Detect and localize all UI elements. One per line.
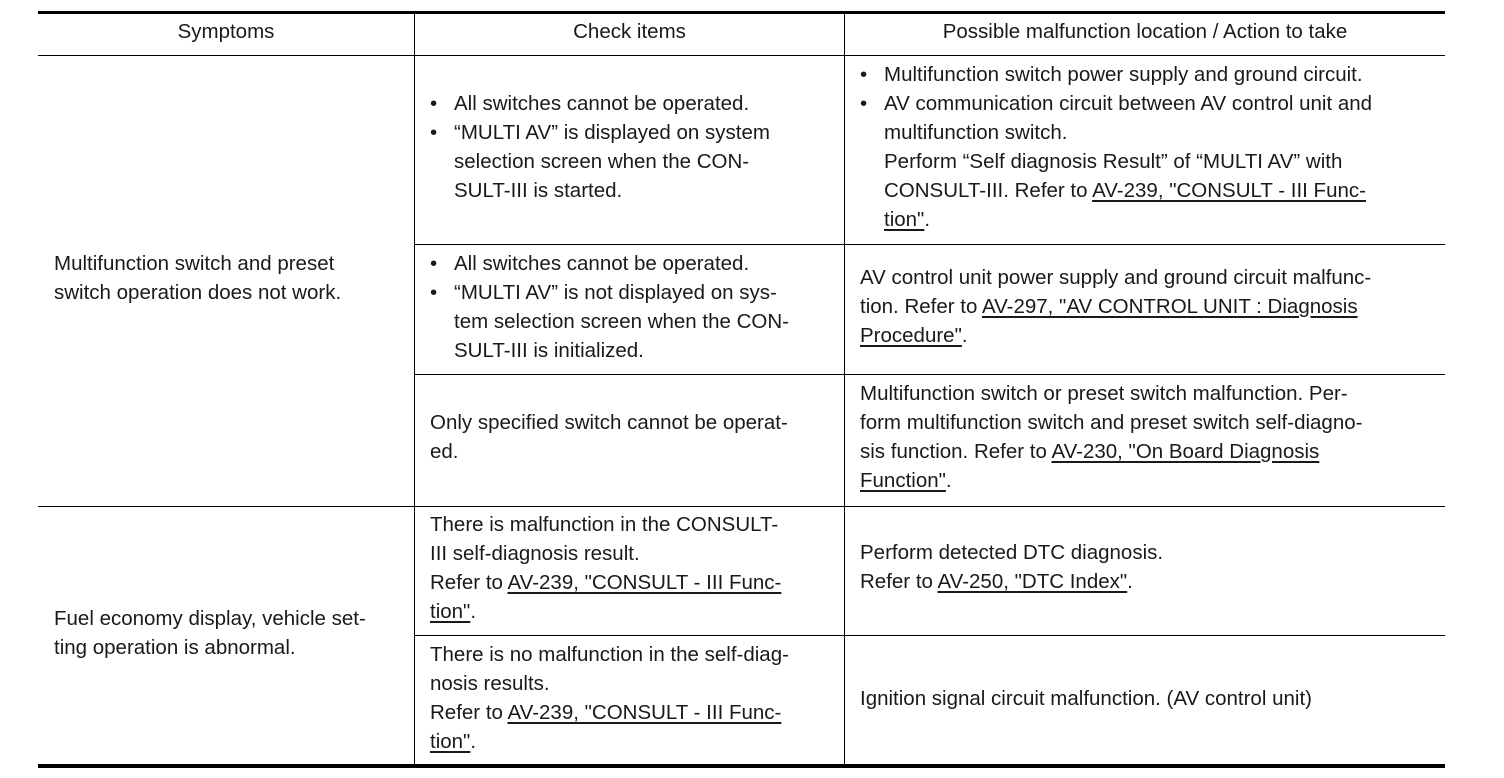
header-bottom-rule <box>38 55 1445 56</box>
text-line: Only specified switch cannot be operat- <box>430 411 788 434</box>
ref-prefix: Refer to <box>430 571 508 594</box>
column-divider <box>844 13 845 765</box>
text-line: “MULTI AV” is not displayed on sys- <box>454 281 777 304</box>
text-line: Perform detected DTC diagnosis. <box>860 541 1164 564</box>
symptom-line: Fuel economy display, vehicle set- <box>54 607 366 630</box>
text-line <box>860 292 1371 321</box>
text-line: selection screen when the CON- <box>454 150 750 173</box>
text-line: Multifunction switch power supply and ground circuit. <box>884 63 1363 86</box>
symptom-line: ting operation is abnormal. <box>54 636 296 659</box>
bullet-item <box>860 60 1372 89</box>
bullet-glyph: • <box>860 92 868 115</box>
symptom-cell <box>54 604 366 662</box>
ref-suffix: . <box>470 600 477 623</box>
bullet-item <box>430 89 770 118</box>
reference-link[interactable]: tion" <box>430 730 471 753</box>
text-line: form multifunction switch and preset switch self-diagno- <box>860 411 1363 434</box>
text-line: SULT-III is initialized. <box>454 339 644 362</box>
check-cell <box>430 249 789 365</box>
bullet-item <box>860 89 1372 147</box>
text-line <box>860 466 1362 495</box>
bullet-item <box>430 118 770 205</box>
ref-prefix: Refer to <box>430 701 508 724</box>
ref-prefix: tion. Refer to <box>860 295 982 318</box>
check-cell <box>430 408 788 466</box>
text-line: Multifunction switch or preset switch malfunction. Per- <box>860 382 1348 405</box>
header-action: Possible malfunction location / Action to take <box>942 20 1348 43</box>
reference-link[interactable]: AV-239, "CONSULT - III Func- <box>1092 179 1366 202</box>
bullet-item <box>430 249 789 278</box>
symptom-line: Multifunction switch and preset <box>54 252 335 275</box>
text-line <box>430 698 789 727</box>
column-divider <box>414 13 415 765</box>
check-cell <box>430 640 789 756</box>
ref-prefix: Refer to <box>860 570 938 593</box>
action-cell <box>860 538 1163 596</box>
reference-link[interactable]: Function" <box>860 469 946 492</box>
text-line: tem selection screen when the CON- <box>454 310 789 333</box>
row-divider <box>414 635 1445 636</box>
text-line: There is malfunction in the CONSULT- <box>430 513 779 536</box>
check-cell <box>430 89 770 205</box>
text-line: There is no malfunction in the self-diag- <box>430 643 789 666</box>
text-line: nosis results. <box>430 672 550 695</box>
bullet-glyph: • <box>430 121 438 144</box>
bullet-glyph: • <box>860 63 868 86</box>
text-line: AV control unit power supply and ground circuit malfunc- <box>860 266 1372 289</box>
table-bottom-rule <box>38 764 1445 768</box>
text-line <box>860 205 1372 234</box>
text-line <box>860 567 1163 596</box>
row-divider <box>414 244 1445 245</box>
check-cell <box>430 510 781 626</box>
ref-suffix: . <box>924 208 931 231</box>
group-divider <box>38 506 1445 507</box>
symptom-line: switch operation does not work. <box>54 281 342 304</box>
bullet-glyph: • <box>430 92 438 115</box>
ref-suffix: . <box>470 730 477 753</box>
text-line: SULT-III is started. <box>454 179 623 202</box>
reference-link[interactable]: Procedure" <box>860 324 962 347</box>
diagnosis-table <box>38 0 1445 778</box>
reference-link[interactable]: AV-250, "DTC Index" <box>937 570 1128 593</box>
table-top-rule <box>38 11 1445 14</box>
text-line: Ignition signal circuit malfunction. (AV control unit) <box>860 687 1312 710</box>
text-line <box>430 568 781 597</box>
action-cell <box>860 263 1371 350</box>
ref-suffix: . <box>945 469 952 492</box>
row-divider <box>414 374 1445 375</box>
action-cell <box>860 60 1372 234</box>
text-line: AV communication circuit between AV control unit and <box>884 92 1373 115</box>
reference-link[interactable]: AV-297, "AV CONTROL UNIT : Diagnosis <box>981 295 1358 318</box>
text-line: “MULTI AV” is displayed on system <box>454 121 770 144</box>
reference-link[interactable]: tion" <box>430 600 471 623</box>
text-line: All switches cannot be operated. <box>454 252 750 275</box>
text-line: multifunction switch. <box>884 121 1068 144</box>
bullet-glyph: • <box>430 281 438 304</box>
text-line <box>860 321 1371 350</box>
ref-prefix: CONSULT-III. Refer to <box>884 179 1093 202</box>
bullet-glyph: • <box>430 252 438 275</box>
text-line <box>860 437 1362 466</box>
text-line: All switches cannot be operated. <box>454 92 750 115</box>
text-line <box>430 597 781 626</box>
reference-link[interactable]: AV-230, "On Board Diagnosis <box>1051 440 1320 463</box>
text-line: ed. <box>430 440 459 463</box>
text-line <box>860 176 1372 205</box>
text-line: Perform “Self diagnosis Result” of “MULTI AV” with <box>884 150 1343 173</box>
reference-link[interactable]: tion" <box>884 208 925 231</box>
header-check-items: Check items <box>573 20 686 43</box>
ref-suffix: . <box>961 324 968 347</box>
action-cell <box>860 684 1312 713</box>
reference-link[interactable]: AV-239, "CONSULT - III Func- <box>507 701 782 724</box>
text-line <box>430 727 789 756</box>
text-line: III self-diagnosis result. <box>430 542 640 565</box>
reference-link[interactable]: AV-239, "CONSULT - III Func- <box>507 571 782 594</box>
ref-suffix: . <box>1127 570 1133 593</box>
header-symptoms: Symptoms <box>177 20 275 43</box>
ref-prefix: sis function. Refer to <box>860 440 1052 463</box>
bullet-item <box>430 278 789 365</box>
symptom-cell <box>54 249 341 307</box>
action-cell <box>860 379 1362 495</box>
